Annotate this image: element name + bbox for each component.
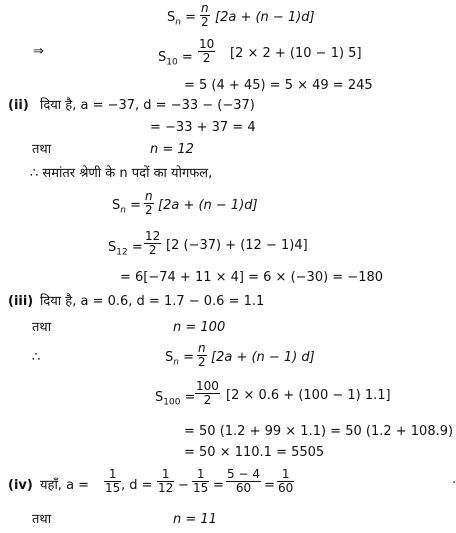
formula-s10 xyxy=(158,50,193,71)
formula-bracket-5: [2a + (n − 1) d] xyxy=(211,350,315,365)
part-label-iv: (iv) xyxy=(8,478,33,493)
fraction-n-over-2 xyxy=(200,2,210,29)
formula-sn-2 xyxy=(112,198,141,219)
fraction-12-over-2 xyxy=(144,230,161,257)
fraction-denominator: 2 xyxy=(198,355,206,369)
symbol-s: S xyxy=(155,390,164,405)
fraction-5-minus-4-over-60 xyxy=(226,468,261,495)
fraction-numerator: 1 xyxy=(104,468,121,482)
fraction-denominator: 15 xyxy=(193,481,209,495)
formula-bracket-2: [2 × 2 + (10 − 1) 5] xyxy=(230,46,362,61)
subscript-12: 12 xyxy=(116,247,128,258)
symbol-s: S xyxy=(112,198,121,213)
symbol-s: S xyxy=(158,50,167,65)
part-label-iii: (iii) xyxy=(8,294,34,309)
equals: = xyxy=(185,10,197,25)
sum-heading: ∴ समांतर श्रेणी के n पदों का योगफल, xyxy=(30,166,213,181)
formula-s100 xyxy=(155,390,196,411)
implies-arrow: ⇒ xyxy=(33,44,44,59)
subscript-100: 100 xyxy=(163,397,181,408)
fraction-numerator: n xyxy=(145,189,153,203)
formula-sn-1 xyxy=(167,10,196,31)
fraction-numerator: 1 xyxy=(277,468,294,482)
equals: = xyxy=(183,350,195,365)
equals: = xyxy=(213,478,224,493)
tatha-label: तथा xyxy=(32,512,52,527)
therefore-symbol: ∴ xyxy=(32,350,41,365)
subscript-10: 10 xyxy=(166,57,178,68)
formula-s12 xyxy=(108,240,143,261)
fraction-denominator: 2 xyxy=(145,203,153,217)
subscript-n: n xyxy=(173,357,179,368)
part-iv-given: यहाँ, a = xyxy=(40,478,90,493)
equals: = xyxy=(130,198,142,213)
part-iii-given: दिया है, a = 0.6, d = 1.7 − 0.6 = 1.1 xyxy=(40,294,265,309)
fraction-numerator: 1 xyxy=(192,468,209,482)
fraction-100-over-2 xyxy=(195,380,220,407)
fraction-denominator: 60 xyxy=(278,481,294,495)
result-minus-180: = 6[−74 + 11 × 4] = 6 × (−30) = −180 xyxy=(120,270,384,285)
formula-sn-3 xyxy=(165,350,194,371)
d-equals: , d = xyxy=(121,478,153,493)
fraction-numerator: 12 xyxy=(145,229,161,243)
fraction-numerator: 100 xyxy=(196,379,219,393)
part-ii-given: दिया है, a = −37, d = −33 − (−37) xyxy=(40,98,255,113)
equals: = xyxy=(181,50,193,65)
fraction-numerator: n xyxy=(198,341,206,355)
fraction-denominator: 15 xyxy=(105,481,121,495)
tatha-label: तथा xyxy=(32,142,52,157)
fraction-denominator: 2 xyxy=(201,15,209,29)
fraction-n-over-2 xyxy=(197,342,207,369)
part-iii-n: n = 100 xyxy=(173,320,226,335)
fraction-1-over-12 xyxy=(157,468,174,495)
fraction-n-over-2 xyxy=(144,190,154,217)
minus-sign: − xyxy=(178,478,189,493)
fraction-1-over-60 xyxy=(277,468,294,495)
fraction-1-over-15 xyxy=(192,468,209,495)
formula-bracket-1: [2a + (n − 1)d] xyxy=(215,10,315,25)
fraction-numerator: 5 − 4 xyxy=(227,467,260,481)
symbol-s: S xyxy=(167,10,176,25)
subscript-n: n xyxy=(120,205,126,216)
symbol-s: S xyxy=(165,350,174,365)
trailing-dot: . xyxy=(452,472,456,487)
fraction-denominator: 2 xyxy=(148,243,157,257)
part-ii-d-value: = −33 + 37 = 4 xyxy=(150,120,256,135)
formula-bracket-6: [2 × 0.6 + (100 − 1) 1.1] xyxy=(226,388,391,403)
symbol-s: S xyxy=(108,240,117,255)
fraction-numerator: n xyxy=(201,1,209,15)
tatha-label: तथा xyxy=(32,320,52,335)
fraction-numerator: 10 xyxy=(199,37,215,51)
fraction-denominator: 2 xyxy=(202,51,211,65)
formula-bracket-4: [2 (−37) + (12 − 1)4] xyxy=(166,238,308,253)
result-expansion: = 50 (1.2 + 99 × 1.1) = 50 (1.2 + 108.9) xyxy=(184,424,454,439)
part-ii-n: n = 12 xyxy=(150,142,194,157)
subscript-n: n xyxy=(175,17,181,28)
part-label-ii: (ii) xyxy=(8,98,29,113)
result-5505: = 50 × 110.1 = 5505 xyxy=(184,445,325,460)
fraction-a xyxy=(104,468,121,495)
fraction-denominator: 60 xyxy=(235,481,252,495)
result-245: = 5 (4 + 45) = 5 × 49 = 245 xyxy=(184,78,373,93)
fraction-denominator: 2 xyxy=(203,393,212,407)
formula-bracket-3: [2a + (n − 1)d] xyxy=(158,198,258,213)
equals: = xyxy=(184,390,196,405)
part-iv-n: n = 11 xyxy=(173,512,217,527)
equals: = xyxy=(264,478,275,493)
fraction-denominator: 12 xyxy=(158,481,174,495)
fraction-10-over-2 xyxy=(198,38,215,65)
fraction-numerator: 1 xyxy=(157,468,174,482)
equals: = xyxy=(131,240,143,255)
